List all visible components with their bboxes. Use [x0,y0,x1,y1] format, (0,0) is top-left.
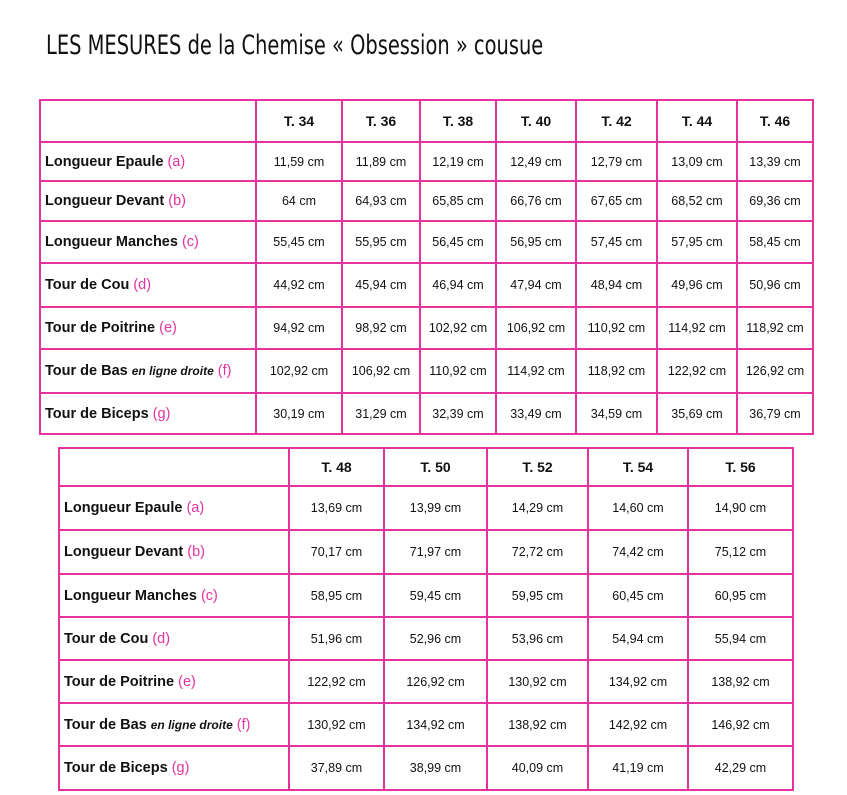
row-letter: (f) [217,363,232,379]
measurement-cell: 13,39 cm [737,142,813,181]
size-header: T. 54 [588,448,688,486]
measurement-cell: 110,92 cm [576,307,657,349]
row-letter: (e) [178,673,196,690]
size-header: T. 50 [384,448,487,486]
row-label-note: en ligne droite [150,717,233,732]
measurement-cell: 106,92 cm [342,349,420,393]
row-letter: (c) [200,587,218,604]
measurement-cell: 49,96 cm [657,263,737,307]
measurement-cell: 56,95 cm [496,221,576,263]
row-letter: (b) [187,544,205,560]
size-header: T. 48 [289,448,384,486]
measurement-cell: 126,92 cm [737,349,813,393]
measurement-cell: 13,69 cm [289,486,384,530]
row-label [59,660,289,703]
measurement-cell: 57,95 cm [657,221,737,263]
measurement-cell: 47,94 cm [496,263,576,307]
row-label-text: Longueur Devant [64,544,184,560]
measurement-cell: 53,96 cm [487,617,588,660]
measurement-cell: 30,19 cm [256,393,342,434]
measurement-cell: 69,36 cm [737,181,813,221]
table-row [40,349,813,393]
measurement-cell: 60,45 cm [588,574,688,617]
row-label [59,530,289,574]
size-header: T. 36 [342,100,420,142]
row-label-text: Longueur Manches [64,587,197,604]
size-header: T. 46 [737,100,813,142]
row-letter: (c) [181,234,199,250]
measurement-cell: 52,96 cm [384,617,487,660]
row-label-text: Tour de Biceps [64,760,168,776]
measurement-cell: 130,92 cm [487,660,588,703]
measurement-cell: 11,59 cm [256,142,342,181]
measurement-cell: 138,92 cm [487,703,588,746]
measurement-cell: 12,79 cm [576,142,657,181]
measurement-cell: 58,95 cm [289,574,384,617]
measurement-cell: 94,92 cm [256,307,342,349]
measurement-cell: 68,52 cm [657,181,737,221]
measurement-cell: 66,76 cm [496,181,576,221]
row-label-text: Tour de Cou [64,630,149,647]
measurement-cell: 45,94 cm [342,263,420,307]
measurement-cell: 114,92 cm [657,307,737,349]
size-header: T. 42 [576,100,657,142]
table-row [40,393,813,434]
measurement-cell: 67,65 cm [576,181,657,221]
table-header-row [59,448,793,486]
row-label-text: Tour de Poitrine [45,320,156,336]
table-row [40,142,813,181]
row-label-text: Tour de Bas [45,363,128,379]
row-label [40,393,256,434]
row-label-text: Tour de Biceps [45,405,149,422]
measurement-cell: 31,29 cm [342,393,420,434]
measurement-cell: 65,85 cm [420,181,496,221]
table-row [40,181,813,221]
measurement-cell: 33,49 cm [496,393,576,434]
row-label-text: Tour de Poitrine [64,673,175,690]
measurement-cell: 70,17 cm [289,530,384,574]
row-letter: (e) [159,320,177,336]
row-label [40,307,256,349]
measurement-cell: 46,94 cm [420,263,496,307]
measurement-cell: 14,29 cm [487,486,588,530]
measurement-cell: 41,19 cm [588,746,688,790]
measurement-cell: 44,92 cm [256,263,342,307]
table-row [59,574,793,617]
measurement-cell: 35,69 cm [657,393,737,434]
row-label-text: Tour de Cou [45,277,130,293]
measurement-cell: 138,92 cm [688,660,793,703]
header-empty-cell [59,448,289,486]
measurement-cell: 64,93 cm [342,181,420,221]
row-letter: (g) [152,405,171,422]
measurement-cell: 74,42 cm [588,530,688,574]
measurement-cell: 122,92 cm [657,349,737,393]
measurement-cell: 55,45 cm [256,221,342,263]
table-row [59,530,793,574]
row-label [40,142,256,181]
measurement-cell: 38,99 cm [384,746,487,790]
measurement-cell: 50,96 cm [737,263,813,307]
row-letter: (a) [167,153,186,170]
row-label-text: Tour de Bas [64,716,147,733]
measurement-cell: 56,45 cm [420,221,496,263]
row-label [40,221,256,263]
size-header: T. 40 [496,100,576,142]
measurement-cell: 64 cm [256,181,342,221]
row-label [40,263,256,307]
table-row [59,660,793,703]
measurement-cell: 126,92 cm [384,660,487,703]
row-letter: (d) [152,630,171,647]
row-label [59,746,289,790]
row-letter: (b) [168,193,186,209]
measurement-cell: 72,72 cm [487,530,588,574]
row-label-text: Longueur Devant [45,193,165,209]
table-header-row [40,100,813,142]
measurement-cell: 36,79 cm [737,393,813,434]
measurements-table-large-sizes [58,447,794,791]
measurement-cell: 12,49 cm [496,142,576,181]
row-label [59,574,289,617]
measurement-cell: 51,96 cm [289,617,384,660]
measurement-cell: 59,95 cm [487,574,588,617]
table-row [59,746,793,790]
measurement-cell: 59,45 cm [384,574,487,617]
measurement-cell: 58,45 cm [737,221,813,263]
measurement-cell: 118,92 cm [576,349,657,393]
measurements-table-small-sizes [39,99,814,435]
measurement-cell: 55,95 cm [342,221,420,263]
measurement-cell: 98,92 cm [342,307,420,349]
row-letter: (f) [236,716,251,733]
row-label [59,486,289,530]
measurement-cell: 13,99 cm [384,486,487,530]
measurement-cell: 11,89 cm [342,142,420,181]
size-header: T. 56 [688,448,793,486]
measurement-cell: 48,94 cm [576,263,657,307]
row-label [59,617,289,660]
row-letter: (a) [186,500,205,516]
row-label-text: Longueur Epaule [45,153,164,170]
size-header: T. 44 [657,100,737,142]
measurement-cell: 146,92 cm [688,703,793,746]
row-label-text: Longueur Manches [45,234,178,250]
row-label [40,349,256,393]
row-letter: (d) [133,277,152,293]
row-label-text: Longueur Epaule [64,500,183,516]
size-header: T. 52 [487,448,588,486]
header-empty-cell [40,100,256,142]
size-header: T. 34 [256,100,342,142]
measurement-cell: 40,09 cm [487,746,588,790]
measurement-cell: 130,92 cm [289,703,384,746]
measurement-cell: 110,92 cm [420,349,496,393]
row-label [40,181,256,221]
measurement-cell: 34,59 cm [576,393,657,434]
measurement-cell: 60,95 cm [688,574,793,617]
page-title: LES MESURES de la Chemise « Obsession » cousue [46,30,544,61]
measurement-cell: 102,92 cm [420,307,496,349]
table-row [59,486,793,530]
measurement-cell: 37,89 cm [289,746,384,790]
measurement-cell: 134,92 cm [384,703,487,746]
table-row [40,263,813,307]
measurement-cell: 102,92 cm [256,349,342,393]
measurement-cell: 54,94 cm [588,617,688,660]
table-row [40,221,813,263]
row-letter: (g) [171,760,190,776]
measurement-cell: 118,92 cm [737,307,813,349]
measurement-cell: 55,94 cm [688,617,793,660]
measurement-cell: 142,92 cm [588,703,688,746]
measurement-cell: 32,39 cm [420,393,496,434]
table-row [40,307,813,349]
table-row [59,703,793,746]
table-row [59,617,793,660]
measurement-cell: 75,12 cm [688,530,793,574]
measurement-cell: 134,92 cm [588,660,688,703]
measurement-cell: 57,45 cm [576,221,657,263]
measurement-cell: 114,92 cm [496,349,576,393]
measurement-cell: 71,97 cm [384,530,487,574]
measurement-cell: 14,60 cm [588,486,688,530]
size-header: T. 38 [420,100,496,142]
measurement-cell: 106,92 cm [496,307,576,349]
row-label-note: en ligne droite [131,364,214,378]
measurement-cell: 13,09 cm [657,142,737,181]
measurement-cell: 12,19 cm [420,142,496,181]
measurement-cell: 42,29 cm [688,746,793,790]
measurement-cell: 14,90 cm [688,486,793,530]
measurement-cell: 122,92 cm [289,660,384,703]
row-label [59,703,289,746]
